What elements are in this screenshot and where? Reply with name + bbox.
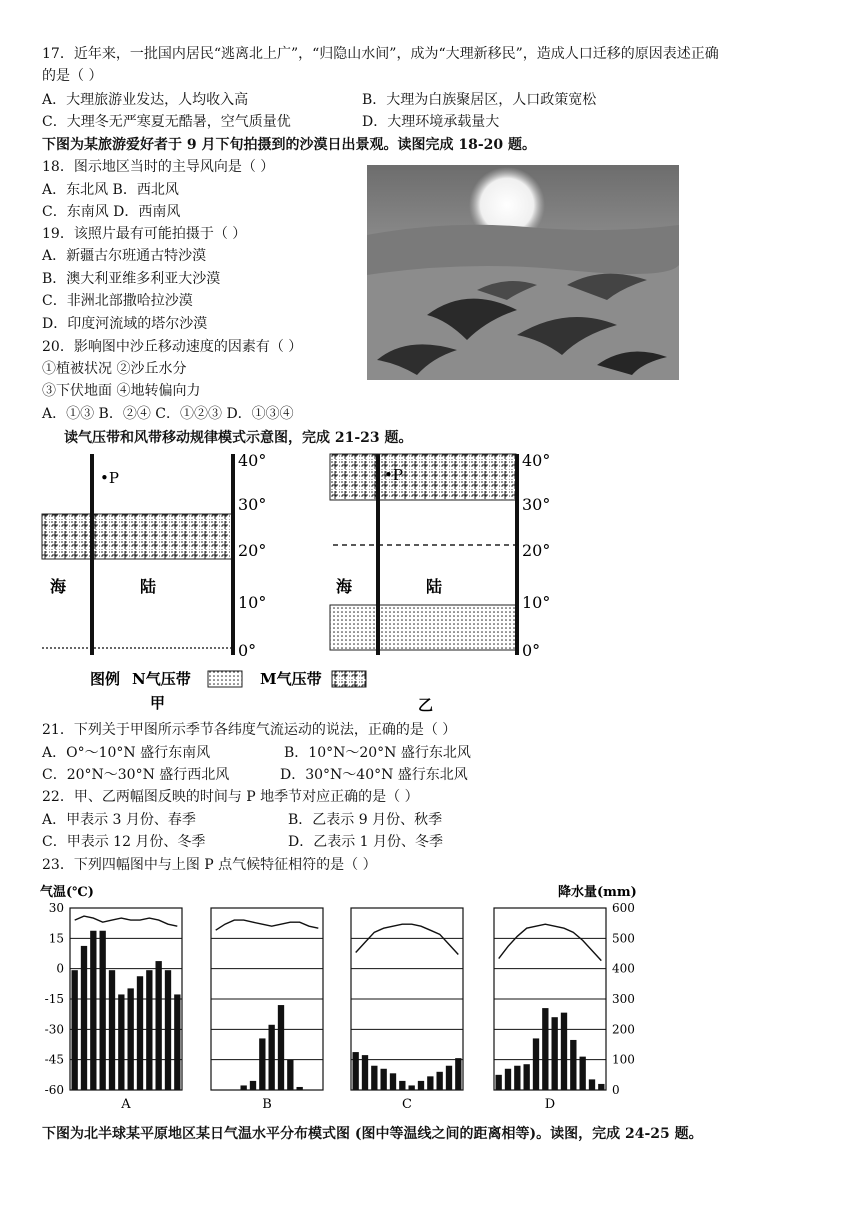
precip-tick: 600 (612, 901, 635, 915)
precip-bar (259, 1038, 265, 1090)
q19-stem: 19．该照片最有可能拍摄于（ ） (42, 226, 247, 242)
precip-bar (165, 970, 171, 1090)
lat-tick: 40° (238, 451, 267, 470)
q22-option-d: D．乙表示 1 月份、冬季 (288, 834, 444, 850)
legend-m-label: M气压带 (260, 670, 322, 688)
precip-tick: 0 (612, 1083, 620, 1097)
precip-bar (269, 1025, 275, 1090)
precip-tick: 300 (612, 992, 635, 1006)
lat-tick: 30° (238, 495, 267, 514)
precip-bar (109, 970, 115, 1090)
temp-curve (356, 924, 459, 954)
precip-bar (390, 1073, 396, 1090)
precip-bar (156, 961, 162, 1090)
precip-bar (128, 988, 134, 1090)
precip-bar (514, 1066, 520, 1090)
q22-option-c: C．甲表示 12 月份、冬季 (42, 834, 206, 850)
precip-bar (100, 931, 106, 1090)
q22-option-b: B．乙表示 9 月份、秋季 (288, 812, 443, 828)
temp-tick: -45 (44, 1052, 64, 1067)
q21-option-c: C．20°N～30°N 盛行西北风 (42, 767, 230, 783)
precip-bar (81, 946, 87, 1090)
precip-tick-labels (612, 901, 635, 1097)
precip-bar (399, 1081, 405, 1090)
precip-tick: 200 (612, 1022, 635, 1037)
q18-options-ab: A．东北风 B．西北风 (42, 182, 179, 198)
lat-tick: 20° (522, 541, 551, 560)
precip-bar (455, 1058, 461, 1090)
q19-option-b: B．澳大利亚维多利亚大沙漠 (42, 271, 221, 287)
precip-bar (561, 1013, 567, 1090)
precip-bar (598, 1084, 604, 1090)
precip-tick: 100 (612, 1052, 635, 1067)
legend-n-swatch (208, 671, 242, 687)
intro-21-23: 读气压带和风带移动规律模式示意图，完成 21-23 题。 (64, 430, 413, 446)
precip-bar (118, 994, 124, 1090)
legend-m-swatch (332, 671, 366, 687)
climate-panel-c (351, 908, 463, 1112)
precip-bar (533, 1038, 539, 1090)
label-yi: 乙 (418, 696, 434, 714)
legend-prefix: 图例 (90, 670, 121, 688)
climate-panel-b (211, 908, 323, 1112)
panel-label: D (544, 1097, 556, 1112)
q22-stem: 22．甲、乙两幅图反映的时间与 P 地季节对应正确的是（ ） (42, 789, 419, 805)
q19-option-d: D．印度河流域的塔尔沙漠 (42, 316, 208, 332)
panel-label: A (121, 1097, 131, 1112)
lat-tick: 0° (238, 641, 257, 660)
q17-option-b: B．大理为白族聚居区，人口政策宽松 (362, 92, 597, 108)
q17-option-c: C．大理冬无严寒夏无酷暑，空气质量优 (42, 114, 291, 130)
precip-bar (287, 1060, 293, 1090)
q17-stem-cont: 的是（ ） (42, 68, 103, 84)
precip-bar (174, 994, 180, 1090)
lat-tick: 10° (238, 593, 267, 612)
q19-option-c: C．非洲北部撒哈拉沙漠 (42, 293, 193, 309)
q23-stem: 23．下列四幅图中与上图 P 点气候特征相符的是（ ） (42, 857, 377, 873)
precip-bar (137, 976, 143, 1090)
label-jia: 甲 (150, 694, 166, 712)
temp-curve (499, 924, 602, 960)
precip-bar (278, 1005, 284, 1090)
climate-panels (70, 908, 606, 1112)
temp-tick: -60 (44, 1083, 64, 1097)
precip-bar (250, 1081, 256, 1090)
lat-tick: 10° (522, 593, 551, 612)
point-p: •P (384, 466, 403, 484)
lat-tick: 30° (522, 495, 551, 514)
intro-24-25: 下图为北半球某平原地区某日气温水平分布模式图 (图中等温线之间的距离相等)。读图，完成 24-25 题。 (42, 1126, 703, 1142)
temp-tick: 30 (48, 901, 64, 915)
precip-bar (446, 1066, 452, 1090)
q19-option-a: A．新疆古尔班通古特沙漠 (42, 248, 207, 264)
climate-charts (40, 882, 640, 1112)
temp-curve (75, 916, 178, 926)
temp-tick: 15 (48, 931, 64, 946)
n-pressure-belt (330, 605, 516, 650)
precip-bar (72, 970, 78, 1090)
q20-options: A．①③ B．②④ C．①②③ D．①③④ (42, 406, 294, 422)
sea-label: 海 (336, 577, 353, 596)
diagram-jia (42, 451, 266, 660)
precip-bar (297, 1087, 303, 1090)
precip-bar (437, 1072, 443, 1090)
q20-stem: 20．影响图中沙丘移动速度的因素有（ ） (42, 339, 303, 355)
temp-axis-title: 气温(℃) (40, 885, 94, 900)
q21-option-d: D．30°N～40°N 盛行东北风 (280, 767, 468, 783)
precip-bar (90, 931, 96, 1090)
precip-bar (146, 970, 152, 1090)
temp-tick: -30 (44, 1022, 64, 1037)
precip-bar (496, 1075, 502, 1090)
m-pressure-belt (330, 454, 516, 500)
precip-bar (381, 1069, 387, 1090)
temp-tick: 0 (56, 961, 64, 976)
precip-bar (427, 1076, 433, 1090)
q17-option-d: D．大理环境承载量大 (362, 114, 500, 130)
diagram-yi (330, 451, 550, 660)
precip-bar (409, 1085, 415, 1090)
temp-curve (216, 920, 319, 930)
precip-tick: 500 (612, 931, 635, 946)
land-label: 陆 (426, 577, 443, 596)
land-label: 陆 (140, 577, 157, 596)
climate-panel-d (494, 908, 606, 1112)
q17-option-a: A．大理旅游业发达，人均收入高 (42, 92, 249, 108)
pressure-belt-diagram (40, 450, 560, 715)
q21-stem: 21．下列关于甲图所示季节各纬度气流运动的说法，正确的是（ ） (42, 722, 457, 738)
precip-bar (580, 1057, 586, 1090)
point-p: •P (100, 469, 119, 487)
lat-tick: 40° (522, 451, 551, 470)
precip-bar (524, 1064, 530, 1090)
q18-stem: 18．图示地区当时的主导风向是（ ） (42, 159, 275, 175)
sea-label: 海 (50, 577, 67, 596)
lat-tick: 20° (238, 541, 267, 560)
q17-stem: 17．近年来，一批国内居民“逃离北上广”，“归隐山水间”，成为“大理新移民”，造成人口迁移的原因表述正确 (42, 46, 719, 62)
m-pressure-belt (42, 514, 232, 559)
panel-label: B (262, 1097, 272, 1112)
temp-tick: -15 (44, 992, 64, 1006)
precip-bar (418, 1081, 424, 1090)
q22-option-a: A．甲表示 3 月份、春季 (42, 812, 196, 828)
q20-factors-1: ①植被状况 ②沙丘水分 (42, 361, 187, 377)
intro-18-20: 下图为某旅游爱好者于 9 月下旬拍摄到的沙漠日出景观。读图完成 18-20 题。 (42, 137, 537, 153)
diagram-legend (90, 670, 433, 714)
precip-bar (542, 1008, 548, 1090)
q20-factors-2: ③下伏地面 ④地转偏向力 (42, 383, 201, 399)
precip-bar (570, 1040, 576, 1090)
panel-label: C (402, 1097, 412, 1112)
temp-tick-labels (45, 901, 64, 1097)
desert-sunrise-photo (367, 165, 679, 380)
precip-bar (362, 1055, 368, 1090)
precip-bar (371, 1066, 377, 1090)
climate-panel-a (70, 908, 182, 1112)
q21-option-b: B．10°N～20°N 盛行东北风 (284, 745, 471, 761)
lat-labels-yi (522, 451, 550, 660)
precip-tick: 400 (612, 961, 635, 976)
q21-option-a: A．O°～10°N 盛行东南风 (42, 745, 211, 761)
precip-bar (552, 1017, 558, 1090)
q18-options-cd: C．东南风 D．西南风 (42, 204, 181, 220)
precip-bar (505, 1069, 511, 1090)
lat-labels-jia (238, 451, 266, 660)
precip-bar (241, 1085, 247, 1090)
legend-n-label: N气压带 (132, 670, 191, 688)
precip-axis-title: 降水量(mm) (558, 885, 637, 900)
precip-bar (589, 1079, 595, 1090)
lat-tick: 0° (522, 641, 541, 660)
precip-bar (353, 1052, 359, 1090)
